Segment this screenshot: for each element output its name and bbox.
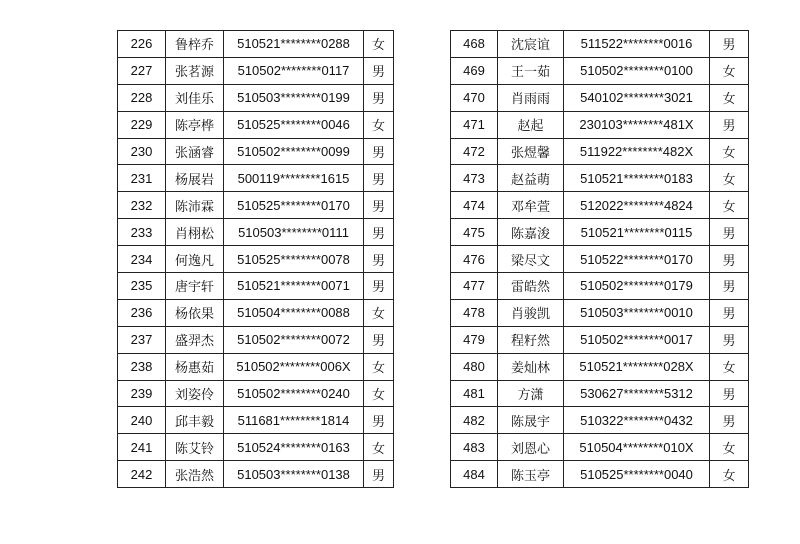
right-id-number: 510522********0170	[564, 246, 710, 273]
right-id-number: 510502********0100	[564, 57, 710, 84]
right-student-number: 481	[451, 380, 498, 407]
right-id-number: 512022********4824	[564, 192, 710, 219]
left-gender: 女	[364, 31, 394, 58]
right-gender: 男	[710, 273, 749, 300]
left-student-name: 陈艾铃	[166, 434, 224, 461]
table-row	[118, 219, 749, 246]
right-student-name: 赵益萌	[498, 165, 564, 192]
left-student-number: 236	[118, 299, 166, 326]
right-gender: 男	[710, 111, 749, 138]
right-id-number: 230103********481X	[564, 111, 710, 138]
column-gap	[394, 84, 451, 111]
right-student-number: 468	[451, 31, 498, 58]
column-gap	[394, 353, 451, 380]
roster-table	[117, 30, 749, 488]
left-student-number: 231	[118, 165, 166, 192]
right-gender: 男	[710, 407, 749, 434]
right-id-number: 510521********028X	[564, 353, 710, 380]
right-student-name: 陈嘉浚	[498, 219, 564, 246]
left-gender: 男	[364, 192, 394, 219]
left-student-name: 张茗源	[166, 57, 224, 84]
right-student-number: 482	[451, 407, 498, 434]
left-student-name: 何逸凡	[166, 246, 224, 273]
left-student-number: 240	[118, 407, 166, 434]
left-gender: 男	[364, 165, 394, 192]
right-id-number: 510502********0179	[564, 273, 710, 300]
column-gap	[394, 57, 451, 84]
right-student-number: 470	[451, 84, 498, 111]
left-id-number: 510502********0072	[224, 326, 364, 353]
left-student-number: 239	[118, 380, 166, 407]
right-student-number: 472	[451, 138, 498, 165]
right-gender: 男	[710, 326, 749, 353]
right-student-name: 陈晟宇	[498, 407, 564, 434]
left-student-name: 陈沛霖	[166, 192, 224, 219]
left-id-number: 510502********006X	[224, 353, 364, 380]
right-gender: 女	[710, 84, 749, 111]
left-gender: 女	[364, 111, 394, 138]
right-student-name: 王一茹	[498, 57, 564, 84]
left-id-number: 510521********0071	[224, 273, 364, 300]
right-student-name: 梁尽文	[498, 246, 564, 273]
table-row	[118, 138, 749, 165]
table-row	[118, 57, 749, 84]
table-row	[118, 273, 749, 300]
column-gap	[394, 461, 451, 488]
right-gender: 女	[710, 57, 749, 84]
left-student-number: 233	[118, 219, 166, 246]
left-student-name: 陈亭桦	[166, 111, 224, 138]
right-id-number: 530627********5312	[564, 380, 710, 407]
left-student-number: 235	[118, 273, 166, 300]
right-student-number: 476	[451, 246, 498, 273]
table-row	[118, 461, 749, 488]
right-student-name: 雷皓然	[498, 273, 564, 300]
left-student-name: 刘姿伶	[166, 380, 224, 407]
table-row	[118, 31, 749, 58]
left-id-number: 511681********1814	[224, 407, 364, 434]
right-student-name: 刘恩心	[498, 434, 564, 461]
column-gap	[394, 138, 451, 165]
table-row	[118, 380, 749, 407]
left-student-name: 张浩然	[166, 461, 224, 488]
right-gender: 女	[710, 138, 749, 165]
column-gap	[394, 380, 451, 407]
right-student-number: 479	[451, 326, 498, 353]
left-student-number: 242	[118, 461, 166, 488]
left-student-number: 238	[118, 353, 166, 380]
column-gap	[394, 219, 451, 246]
column-gap	[394, 165, 451, 192]
right-student-number: 474	[451, 192, 498, 219]
table-row	[118, 407, 749, 434]
column-gap	[394, 273, 451, 300]
right-student-number: 471	[451, 111, 498, 138]
right-student-number: 475	[451, 219, 498, 246]
right-student-name: 张煜馨	[498, 138, 564, 165]
right-id-number: 510525********0040	[564, 461, 710, 488]
table-row	[118, 246, 749, 273]
table-row	[118, 434, 749, 461]
right-student-number: 469	[451, 57, 498, 84]
left-gender: 女	[364, 380, 394, 407]
column-gap	[394, 407, 451, 434]
left-gender: 女	[364, 353, 394, 380]
left-gender: 男	[364, 273, 394, 300]
left-id-number: 510525********0046	[224, 111, 364, 138]
left-id-number: 510521********0288	[224, 31, 364, 58]
left-student-name: 张涵睿	[166, 138, 224, 165]
right-id-number: 511922********482X	[564, 138, 710, 165]
right-student-name: 肖骏凯	[498, 299, 564, 326]
left-id-number: 510502********0117	[224, 57, 364, 84]
right-id-number: 510504********010X	[564, 434, 710, 461]
left-student-number: 237	[118, 326, 166, 353]
right-student-name: 方潇	[498, 380, 564, 407]
left-gender: 女	[364, 434, 394, 461]
left-student-name: 杨展岩	[166, 165, 224, 192]
right-student-name: 陈玉亭	[498, 461, 564, 488]
left-student-number: 230	[118, 138, 166, 165]
roster-body	[118, 31, 749, 488]
left-id-number: 510525********0170	[224, 192, 364, 219]
table-row	[118, 299, 749, 326]
table-row	[118, 111, 749, 138]
left-gender: 男	[364, 219, 394, 246]
left-gender: 男	[364, 57, 394, 84]
left-id-number: 500119********1615	[224, 165, 364, 192]
left-gender: 男	[364, 326, 394, 353]
right-student-name: 肖雨雨	[498, 84, 564, 111]
left-student-name: 杨依果	[166, 299, 224, 326]
left-student-number: 227	[118, 57, 166, 84]
right-gender: 男	[710, 299, 749, 326]
left-id-number: 510503********0111	[224, 219, 364, 246]
left-student-name: 杨惠茹	[166, 353, 224, 380]
left-id-number: 510503********0199	[224, 84, 364, 111]
right-gender: 女	[710, 192, 749, 219]
right-id-number: 510503********0010	[564, 299, 710, 326]
left-student-name: 邱丰毅	[166, 407, 224, 434]
left-student-number: 234	[118, 246, 166, 273]
left-student-number: 232	[118, 192, 166, 219]
left-gender: 男	[364, 461, 394, 488]
left-id-number: 510525********0078	[224, 246, 364, 273]
left-student-number: 241	[118, 434, 166, 461]
column-gap	[394, 192, 451, 219]
table-row	[118, 353, 749, 380]
right-id-number: 510322********0432	[564, 407, 710, 434]
right-gender: 女	[710, 434, 749, 461]
left-student-name: 唐宇轩	[166, 273, 224, 300]
left-student-number: 226	[118, 31, 166, 58]
left-id-number: 510504********0088	[224, 299, 364, 326]
right-student-name: 赵起	[498, 111, 564, 138]
left-student-number: 229	[118, 111, 166, 138]
table-row	[118, 165, 749, 192]
column-gap	[394, 326, 451, 353]
right-id-number: 540102********3021	[564, 84, 710, 111]
left-id-number: 510503********0138	[224, 461, 364, 488]
right-student-name: 程籽然	[498, 326, 564, 353]
right-id-number: 510521********0115	[564, 219, 710, 246]
right-gender: 女	[710, 353, 749, 380]
right-gender: 女	[710, 461, 749, 488]
right-student-name: 姜灿林	[498, 353, 564, 380]
column-gap	[394, 111, 451, 138]
table-row	[118, 192, 749, 219]
left-gender: 女	[364, 299, 394, 326]
left-id-number: 510524********0163	[224, 434, 364, 461]
right-student-number: 483	[451, 434, 498, 461]
right-id-number: 510521********0183	[564, 165, 710, 192]
right-student-number: 478	[451, 299, 498, 326]
table-row	[118, 84, 749, 111]
column-gap	[394, 434, 451, 461]
right-gender: 女	[710, 165, 749, 192]
right-student-name: 沈宸谊	[498, 31, 564, 58]
left-gender: 男	[364, 138, 394, 165]
right-id-number: 511522********0016	[564, 31, 710, 58]
column-gap	[394, 299, 451, 326]
right-student-number: 480	[451, 353, 498, 380]
column-gap	[394, 31, 451, 58]
right-gender: 男	[710, 31, 749, 58]
left-student-number: 228	[118, 84, 166, 111]
right-student-number: 477	[451, 273, 498, 300]
right-gender: 男	[710, 380, 749, 407]
right-gender: 男	[710, 219, 749, 246]
left-student-name: 鲁梓乔	[166, 31, 224, 58]
left-id-number: 510502********0240	[224, 380, 364, 407]
right-gender: 男	[710, 246, 749, 273]
left-student-name: 盛羿杰	[166, 326, 224, 353]
left-gender: 男	[364, 407, 394, 434]
table-row	[118, 326, 749, 353]
right-student-number: 473	[451, 165, 498, 192]
right-student-name: 邓牟萱	[498, 192, 564, 219]
left-id-number: 510502********0099	[224, 138, 364, 165]
right-student-number: 484	[451, 461, 498, 488]
left-student-name: 刘佳乐	[166, 84, 224, 111]
left-gender: 男	[364, 84, 394, 111]
column-gap	[394, 246, 451, 273]
left-gender: 男	[364, 246, 394, 273]
left-student-name: 肖栩松	[166, 219, 224, 246]
right-id-number: 510502********0017	[564, 326, 710, 353]
